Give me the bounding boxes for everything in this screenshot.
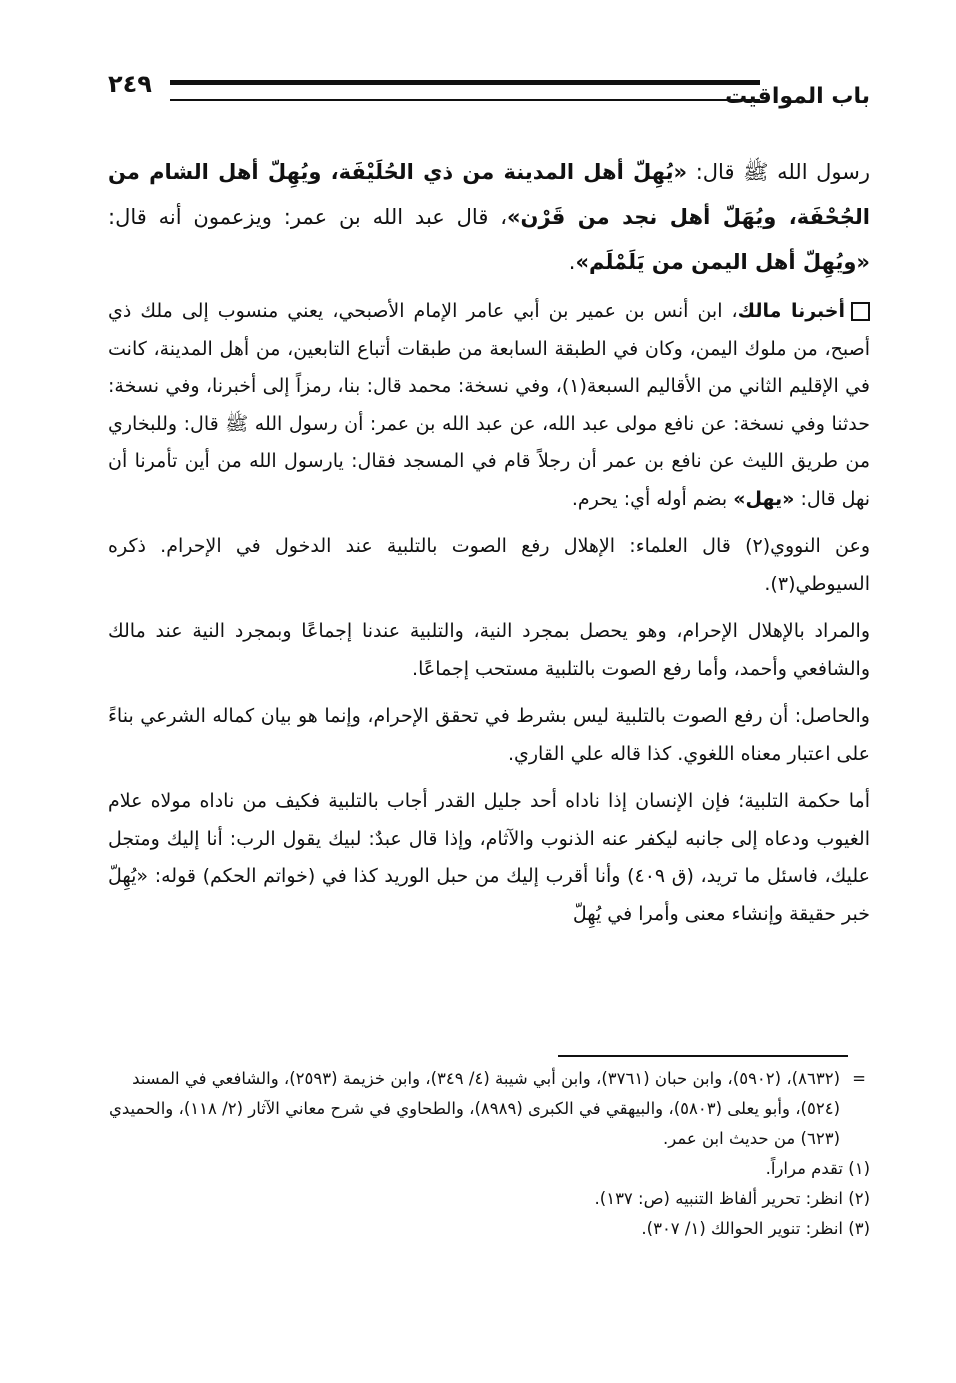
footnote-3: (٣) انظر: تنوير الحوالك (١/ ٣٠٧). bbox=[641, 1219, 870, 1238]
commentary-lead: أخبرنا مالك bbox=[737, 300, 845, 322]
square-marker-icon bbox=[851, 302, 870, 321]
paragraph-nawawi: وعن النووي(٢) قال العلماء: الإهلال رفع الصوت بالتلبية عند الدخول في الإحرام. ذكره السيوطي(٣). bbox=[108, 535, 870, 595]
main-text bbox=[108, 150, 870, 943]
footnote-continuation-text: (٨٦٣٢)، (٥٩٠٢)، وابن حبان (٣٧٦١)، وابن أبي شيبة (٤/ ٣٤٩)، وابن خزيمة (٢٥٩٣)، والشافعي في المسند (٥٢٤)، وأبو يعلى (٥٨٠٣)، والبيهقي في الكبرى (٨٩٨٩)، والطحاوي في شرح معاني الآثار (٢/ ١١٨)، والحميدي (٦٢٣) من حديث ابن عمر. bbox=[108, 1069, 840, 1148]
chapter-title: باب المواقيت bbox=[725, 84, 870, 109]
hadith-quote-1: «يُهِلّ أهل المدينة من ذي الحُلَيْفَة، ويُهِلّ أهل الشام من الجُحْفَة، ويُهَلّ أهل نجد من قَرْن» bbox=[108, 160, 870, 229]
paragraph-conclusion: والحاصل: أن رفع الصوت بالتلبية ليس بشرط في تحقق الإحرام، وإنما هو بيان كماله الشرعي بناءً على اعتبار معناه اللغوي. كذا قاله علي القاري. bbox=[108, 705, 870, 765]
commentary-text-2: بضم أوله أي: يحرم. bbox=[571, 487, 734, 510]
paragraph-talbiya: أما حكمة التلبية؛ فإن الإنسان إذا ناداه أحد جليل القدر أجاب بالتلبية فكيف من ناداه مولاه علام الغيوب ودعاه إلى جانبه ليكفر عنه الذنوب والآثام، وإذا قال عبدٌ: لبيك يقول الرب: أنا إليك ومتجل عليك، فاسئل ما تريد، (ق ٤٠٩) وأنا أقرب إليك من حبل الوريد كذا في (خواتم الحكم) قوله: «يُهِلّ خبر حقيقة وإنشاء معنى وأمرا في يُهِلّ bbox=[108, 790, 870, 925]
page-number: ٢٤٩ bbox=[108, 70, 152, 98]
footnotes bbox=[108, 1064, 870, 1244]
hadith-paragraph bbox=[108, 150, 870, 285]
footnote-separator bbox=[558, 1055, 848, 1057]
footnote-2: (٢) انظر: تحرير ألفاظ التنبيه (ص: ١٣٧). bbox=[594, 1189, 870, 1208]
hadith-mid: ، قال عبد الله بن عمر: ويزعمون أنه قال: bbox=[108, 205, 507, 229]
footnote-continuation bbox=[108, 1064, 870, 1154]
hadith-end: . bbox=[568, 250, 576, 274]
footnote-1: (١) تقدم مراراً. bbox=[765, 1159, 870, 1178]
header-rule bbox=[170, 80, 760, 101]
commentary-paragraph bbox=[108, 293, 870, 518]
continuation-mark: = bbox=[852, 1069, 866, 1088]
commentary-text: ، ابن أنس بن عمير بن أبي عامر الإمام الأصبحي، يعني منسوب إلى ملك ذي أصبح، من ملوك اليمن، وكان في الطبقة السابعة من طبقات أتباع التابعين، من أهل المدينة، كانت في الإقليم الثاني من الأقاليم السبعة(١)، وفي نسخة: محمد قال: بنا، رمزاً إلى أخبرنا، وفي نسخة: حدثنا وفي نسخة: عن نافع مولى عبد الله، عن عبد الله بن عمر: أن رسول الله ﷺ قال: وللبخاري من طريق الليث عن نافع بن عمر أن رجلاً قام في المسجد فقال: يارسول الله من أين تأمرنا أن نهل قال: bbox=[108, 300, 870, 510]
hadith-lead: رسول الله ﷺ قال: bbox=[687, 160, 870, 184]
paragraph-ihlal: والمراد بالإهلال الإحرام، وهو يحصل بمجرد النية، والتلبية عندنا إجماعًا وبمجرد النية عند مالك والشافعي وأحمد، وأما رفع الصوت بالتلبية مستحب إجماعًا. bbox=[108, 620, 870, 680]
commentary-keyword: «يهل» bbox=[733, 487, 795, 510]
page-header bbox=[108, 70, 870, 110]
hadith-quote-2: «ويُهِلّ أهل اليمن من يَلَمْلَم» bbox=[575, 250, 870, 274]
